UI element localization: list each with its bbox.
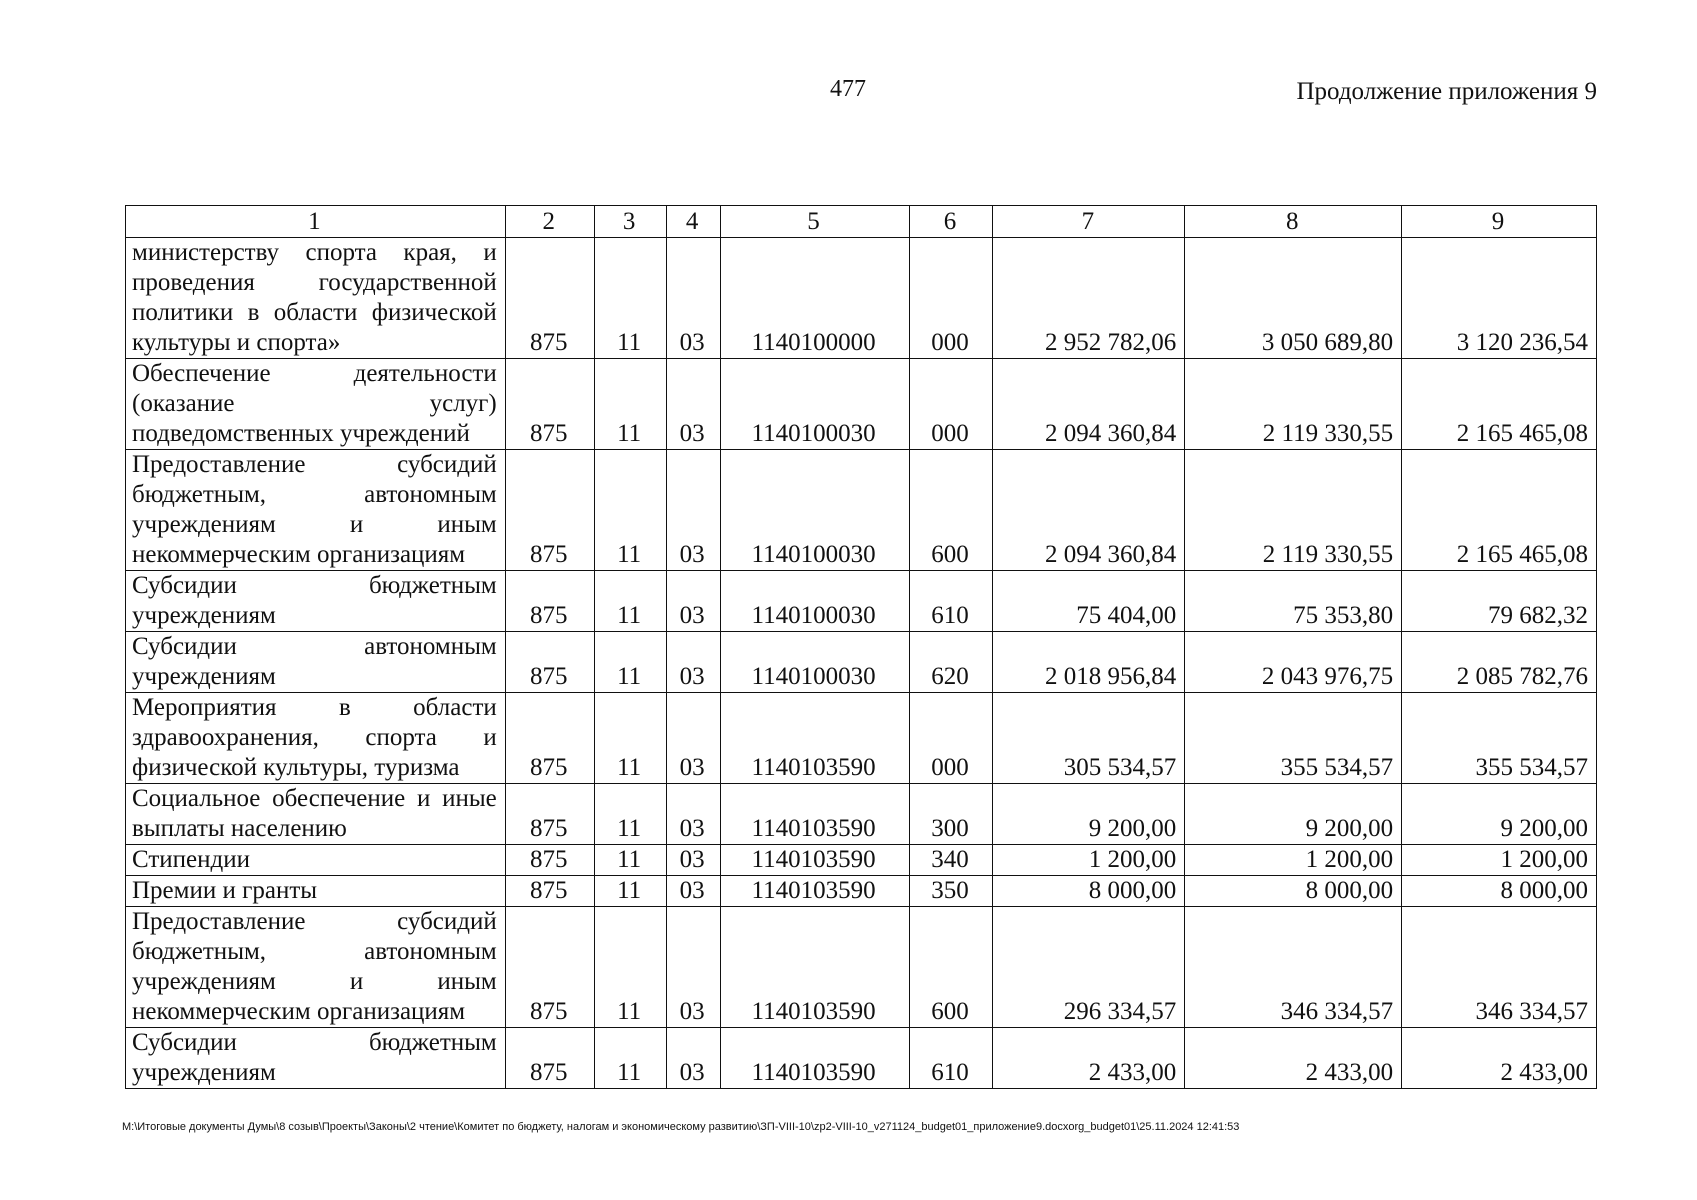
description-last-line: учреждениям — [132, 663, 276, 690]
description-text: Субсидии бюджетным — [132, 1029, 497, 1056]
description-cell — [126, 1028, 506, 1089]
subsection-cell: 03 — [666, 238, 720, 359]
column-header: 2 — [505, 206, 594, 238]
target-article-cell: 1140100030 — [720, 571, 909, 632]
code-admin-cell: 875 — [505, 632, 594, 693]
description-text: Предоставление субсидий бюджетным, автономным учреждениям и иным — [132, 908, 497, 995]
table-row — [126, 450, 1597, 571]
amount-year-2-cell: 9 200,00 — [1185, 784, 1402, 845]
amount-year-2-cell: 75 353,80 — [1185, 571, 1402, 632]
column-header: 4 — [666, 206, 720, 238]
amount-year-3-cell: 2 433,00 — [1402, 1028, 1597, 1089]
amount-year-1-cell: 2 094 360,84 — [993, 450, 1185, 571]
expense-type-cell: 600 — [909, 907, 993, 1028]
amount-year-1-cell: 305 534,57 — [993, 693, 1185, 784]
budget-table — [125, 205, 1597, 1089]
appendix-caption: Продолжение приложения 9 — [1296, 78, 1597, 105]
description-text: министерству спорта края, и проведения государственной политики в области физической — [132, 239, 497, 326]
code-admin-cell: 875 — [505, 238, 594, 359]
amount-year-1-cell: 2 018 956,84 — [993, 632, 1185, 693]
code-admin-cell: 875 — [505, 571, 594, 632]
amount-year-2-cell: 1 200,00 — [1185, 845, 1402, 876]
expense-type-cell: 610 — [909, 571, 993, 632]
column-header: 1 — [126, 206, 506, 238]
amount-year-1-cell: 2 094 360,84 — [993, 359, 1185, 450]
description-cell — [126, 359, 506, 450]
subsection-cell: 03 — [666, 845, 720, 876]
target-article-cell: 1140103590 — [720, 784, 909, 845]
subsection-cell: 03 — [666, 907, 720, 1028]
subsection-cell: 03 — [666, 632, 720, 693]
amount-year-3-cell: 2 165 465,08 — [1402, 450, 1597, 571]
amount-year-1-cell: 9 200,00 — [993, 784, 1185, 845]
section-cell: 11 — [594, 1028, 666, 1089]
description-cell — [126, 238, 506, 359]
description-last-line: выплаты населению — [132, 815, 347, 842]
amount-year-2-cell: 8 000,00 — [1185, 876, 1402, 907]
description-cell — [126, 784, 506, 845]
description-last-line: Премии и гранты — [132, 877, 318, 904]
subsection-cell: 03 — [666, 450, 720, 571]
code-admin-cell: 875 — [505, 1028, 594, 1089]
section-cell: 11 — [594, 238, 666, 359]
column-header: 3 — [594, 206, 666, 238]
table-row — [126, 1028, 1597, 1089]
description-cell — [126, 450, 506, 571]
target-article-cell: 1140103590 — [720, 907, 909, 1028]
amount-year-2-cell: 346 334,57 — [1185, 907, 1402, 1028]
column-header: 9 — [1402, 206, 1597, 238]
code-admin-cell: 875 — [505, 450, 594, 571]
code-admin-cell: 875 — [505, 693, 594, 784]
target-article-cell: 1140100030 — [720, 450, 909, 571]
section-cell: 11 — [594, 693, 666, 784]
table-row — [126, 571, 1597, 632]
description-cell — [126, 693, 506, 784]
table-row — [126, 632, 1597, 693]
subsection-cell: 03 — [666, 693, 720, 784]
amount-year-1-cell: 2 433,00 — [993, 1028, 1185, 1089]
table-row — [126, 907, 1597, 1028]
column-header: 7 — [993, 206, 1185, 238]
section-cell: 11 — [594, 571, 666, 632]
expense-type-cell: 350 — [909, 876, 993, 907]
description-text: Предоставление субсидий бюджетным, автономным учреждениям и иным — [132, 451, 497, 538]
code-admin-cell: 875 — [505, 845, 594, 876]
file-path-footer: M:\Итоговые документы Думы\8 созыв\Проекты\Законы\2 чтение\Комитет по бюджету, налогам и экономическому развитию\ЗП-VIII-10\zp2-VIII-10_v271124_budget01_приложение9.docxorg_budget01\25.11.2024 12:41:53 — [122, 1121, 1240, 1133]
description-last-line: учреждениям — [132, 1059, 276, 1086]
description-last-line: физической культуры, туризма — [132, 754, 460, 781]
amount-year-3-cell: 3 120 236,54 — [1402, 238, 1597, 359]
amount-year-1-cell: 75 404,00 — [993, 571, 1185, 632]
description-cell — [126, 876, 506, 907]
amount-year-2-cell: 2 433,00 — [1185, 1028, 1402, 1089]
section-cell: 11 — [594, 450, 666, 571]
amount-year-3-cell: 9 200,00 — [1402, 784, 1597, 845]
amount-year-2-cell: 2 119 330,55 — [1185, 450, 1402, 571]
amount-year-3-cell: 355 534,57 — [1402, 693, 1597, 784]
description-last-line: некоммерческим организациям — [132, 541, 466, 568]
target-article-cell: 1140103590 — [720, 845, 909, 876]
subsection-cell: 03 — [666, 784, 720, 845]
subsection-cell: 03 — [666, 876, 720, 907]
target-article-cell: 1140100000 — [720, 238, 909, 359]
description-text: Обеспечение деятельности (оказание услуг) — [132, 360, 497, 417]
expense-type-cell: 340 — [909, 845, 993, 876]
amount-year-1-cell: 296 334,57 — [993, 907, 1185, 1028]
target-article-cell: 1140103590 — [720, 876, 909, 907]
subsection-cell: 03 — [666, 1028, 720, 1089]
amount-year-3-cell: 1 200,00 — [1402, 845, 1597, 876]
target-article-cell: 1140103590 — [720, 693, 909, 784]
amount-year-2-cell: 2 043 976,75 — [1185, 632, 1402, 693]
expense-type-cell: 000 — [909, 693, 993, 784]
description-text: Субсидии автономным — [132, 633, 497, 660]
expense-type-cell: 000 — [909, 359, 993, 450]
column-header: 5 — [720, 206, 909, 238]
description-text: Мероприятия в области здравоохранения, спорта и — [132, 694, 497, 751]
table-row — [126, 876, 1597, 907]
section-cell: 11 — [594, 845, 666, 876]
amount-year-1-cell: 1 200,00 — [993, 845, 1185, 876]
description-text: Субсидии бюджетным — [132, 572, 497, 599]
code-admin-cell: 875 — [505, 784, 594, 845]
section-cell: 11 — [594, 632, 666, 693]
description-last-line: культуры и спорта» — [132, 329, 341, 356]
description-cell — [126, 845, 506, 876]
amount-year-1-cell: 2 952 782,06 — [993, 238, 1185, 359]
table-row — [126, 238, 1597, 359]
column-header: 8 — [1185, 206, 1402, 238]
description-last-line: некоммерческим организациям — [132, 998, 466, 1025]
table-body — [126, 238, 1597, 1089]
expense-type-cell: 620 — [909, 632, 993, 693]
amount-year-2-cell: 355 534,57 — [1185, 693, 1402, 784]
subsection-cell: 03 — [666, 571, 720, 632]
description-cell — [126, 571, 506, 632]
section-cell: 11 — [594, 876, 666, 907]
code-admin-cell: 875 — [505, 876, 594, 907]
expense-type-cell: 300 — [909, 784, 993, 845]
description-cell — [126, 632, 506, 693]
table-row — [126, 845, 1597, 876]
amount-year-1-cell: 8 000,00 — [993, 876, 1185, 907]
column-number-row — [126, 206, 1597, 238]
section-cell: 11 — [594, 907, 666, 1028]
amount-year-3-cell: 346 334,57 — [1402, 907, 1597, 1028]
expense-type-cell: 000 — [909, 238, 993, 359]
column-header: 6 — [909, 206, 993, 238]
amount-year-3-cell: 2 165 465,08 — [1402, 359, 1597, 450]
page-number: 477 — [830, 76, 866, 102]
description-text: Социальное обеспечение и иные — [132, 785, 497, 812]
target-article-cell: 1140100030 — [720, 632, 909, 693]
amount-year-3-cell: 2 085 782,76 — [1402, 632, 1597, 693]
expense-type-cell: 610 — [909, 1028, 993, 1089]
amount-year-2-cell: 2 119 330,55 — [1185, 359, 1402, 450]
table-row — [126, 359, 1597, 450]
expense-type-cell: 600 — [909, 450, 993, 571]
amount-year-3-cell: 8 000,00 — [1402, 876, 1597, 907]
table-row — [126, 784, 1597, 845]
description-last-line: Стипендии — [132, 846, 250, 873]
code-admin-cell: 875 — [505, 359, 594, 450]
target-article-cell: 1140100030 — [720, 359, 909, 450]
target-article-cell: 1140103590 — [720, 1028, 909, 1089]
amount-year-3-cell: 79 682,32 — [1402, 571, 1597, 632]
description-cell — [126, 907, 506, 1028]
subsection-cell: 03 — [666, 359, 720, 450]
code-admin-cell: 875 — [505, 907, 594, 1028]
description-last-line: учреждениям — [132, 602, 276, 629]
section-cell: 11 — [594, 784, 666, 845]
table-row — [126, 693, 1597, 784]
section-cell: 11 — [594, 359, 666, 450]
amount-year-2-cell: 3 050 689,80 — [1185, 238, 1402, 359]
description-last-line: подведомственных учреждений — [132, 420, 470, 447]
